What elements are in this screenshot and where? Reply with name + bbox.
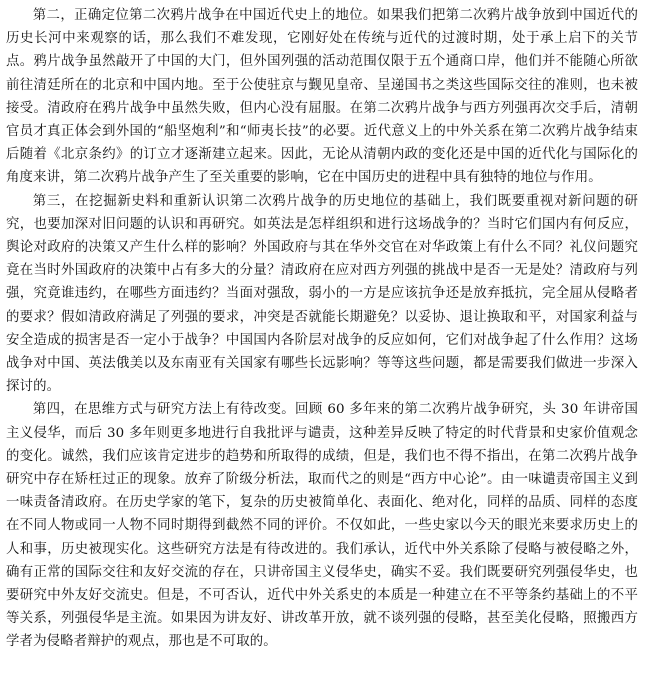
paragraph-third-point: 第三，在挖掘新史料和重新认识第二次鸦片战争的历史地位的基础上，我们既要重视对新问题的研究，也要加深对旧问题的认识和再研究。如英法是怎样组织和进行这场战争的？当时它们国内有何反应，舆论对政府的决策又产生什么样的影响？外国政府与其在华外交官在对华政策上有什么不同？礼仪问题究竟在当时外国政府的决策中占有多大的分量？清政府在应对西方列强的挑战中是否一无是处？清政府与列强，究竟谁违约，在哪些方面违约？当面对强敌，弱小的一方是应该抗争还是放弃抵抗，完全屈从侵略者的要求？假如清政府满足了列强的要求，冲突是否就能长期避免？以妥协、退让换取和平，对国家利益与安全造成的损害是否一定小于战争？中国国内各阶层对战争的反应如何，它们对战争起了什么作用？这场战争对中国、英法俄美以及东南亚有关国家有哪些长远影响？等等这些问题，都是需要我们做进一步深入探讨的。 [6, 193, 638, 395]
paragraph-fourth-point: 第四，在思维方式与研究方法上有待改变。回顾 60 多年来的第二次鸦片战争研究，头 30 年讲帝国主义侵华，而后 30 多年则更多地进行自我批评与谴责，这种差异反映了特定的时代背景和史家价值观念的变化。诚然，我们应该肯定进步的趋势和所取得的成绩，但是，我们也不得不指出，在第二次鸦片战争研究中存在矫枉过正的现象。放弃了阶级分析法，取而代之的则是“西方中心论”。由一味谴责帝国主义到一味责备清政府。在历史学家的笔下，复杂的历史被简单化、表面化、绝对化，同样的品质、同样的态度在不同人物或同一人物不同时期得到截然不同的评价。不仅如此，一些史家以今天的眼光来要求历史上的人和事，历史被现实化。这些研究方法是有待改进的。我们承认，近代中外关系除了侵略与被侵略之外，确有正常的国际交往和友好交流的存在，只讲帝国主义侵华史，确实不妥。我们既要研究列强侵华史，也要研究中外友好交流史。但是，不可否认，近代中外关系史的本质是一种建立在不平等条约基础上的不平等关系，列强侵华是主流。如果因为讲友好、讲改革开放，就不谈列强的侵略，甚至美化侵略，照搬西方学者为侵略者辩护的观点，那也是不可取的。 [6, 402, 638, 650]
paragraph-second-point: 第二，正确定位第二次鸦片战争在中国近代史上的地位。如果我们把第二次鸦片战争放到中国近代的历史长河中来观察的话，那么我们不难发现，它刚好处在传统与近代的过渡时期，处于承上启下的关节点。鸦片战争虽然敲开了中国的大门，但外国列强的活动范围仅限于五个通商口岸，他们并不能随心所欲前往清廷所在的北京和中国内地。至于公使驻京与觐见皇帝、呈递国书之类这些国际交往的准则，也未被接受。清政府在鸦片战争中虽然失败，但内心没有屈服。在第二次鸦片战争与西方列强再次交手后，清朝官员才真正体会到外国的“船坚炮利”和“师夷长技”的必要。近代意义上的中外关系在第二次鸦片战争结束后随着《北京条约》的订立才逐渐建立起来。因此，无论从清朝内政的变化还是中国的近代化与国际化的角度来讲，第二次鸦片战争产生了至关重要的影响，它在中国历史的进程中具有独特的地位与作用。 [6, 8, 638, 186]
